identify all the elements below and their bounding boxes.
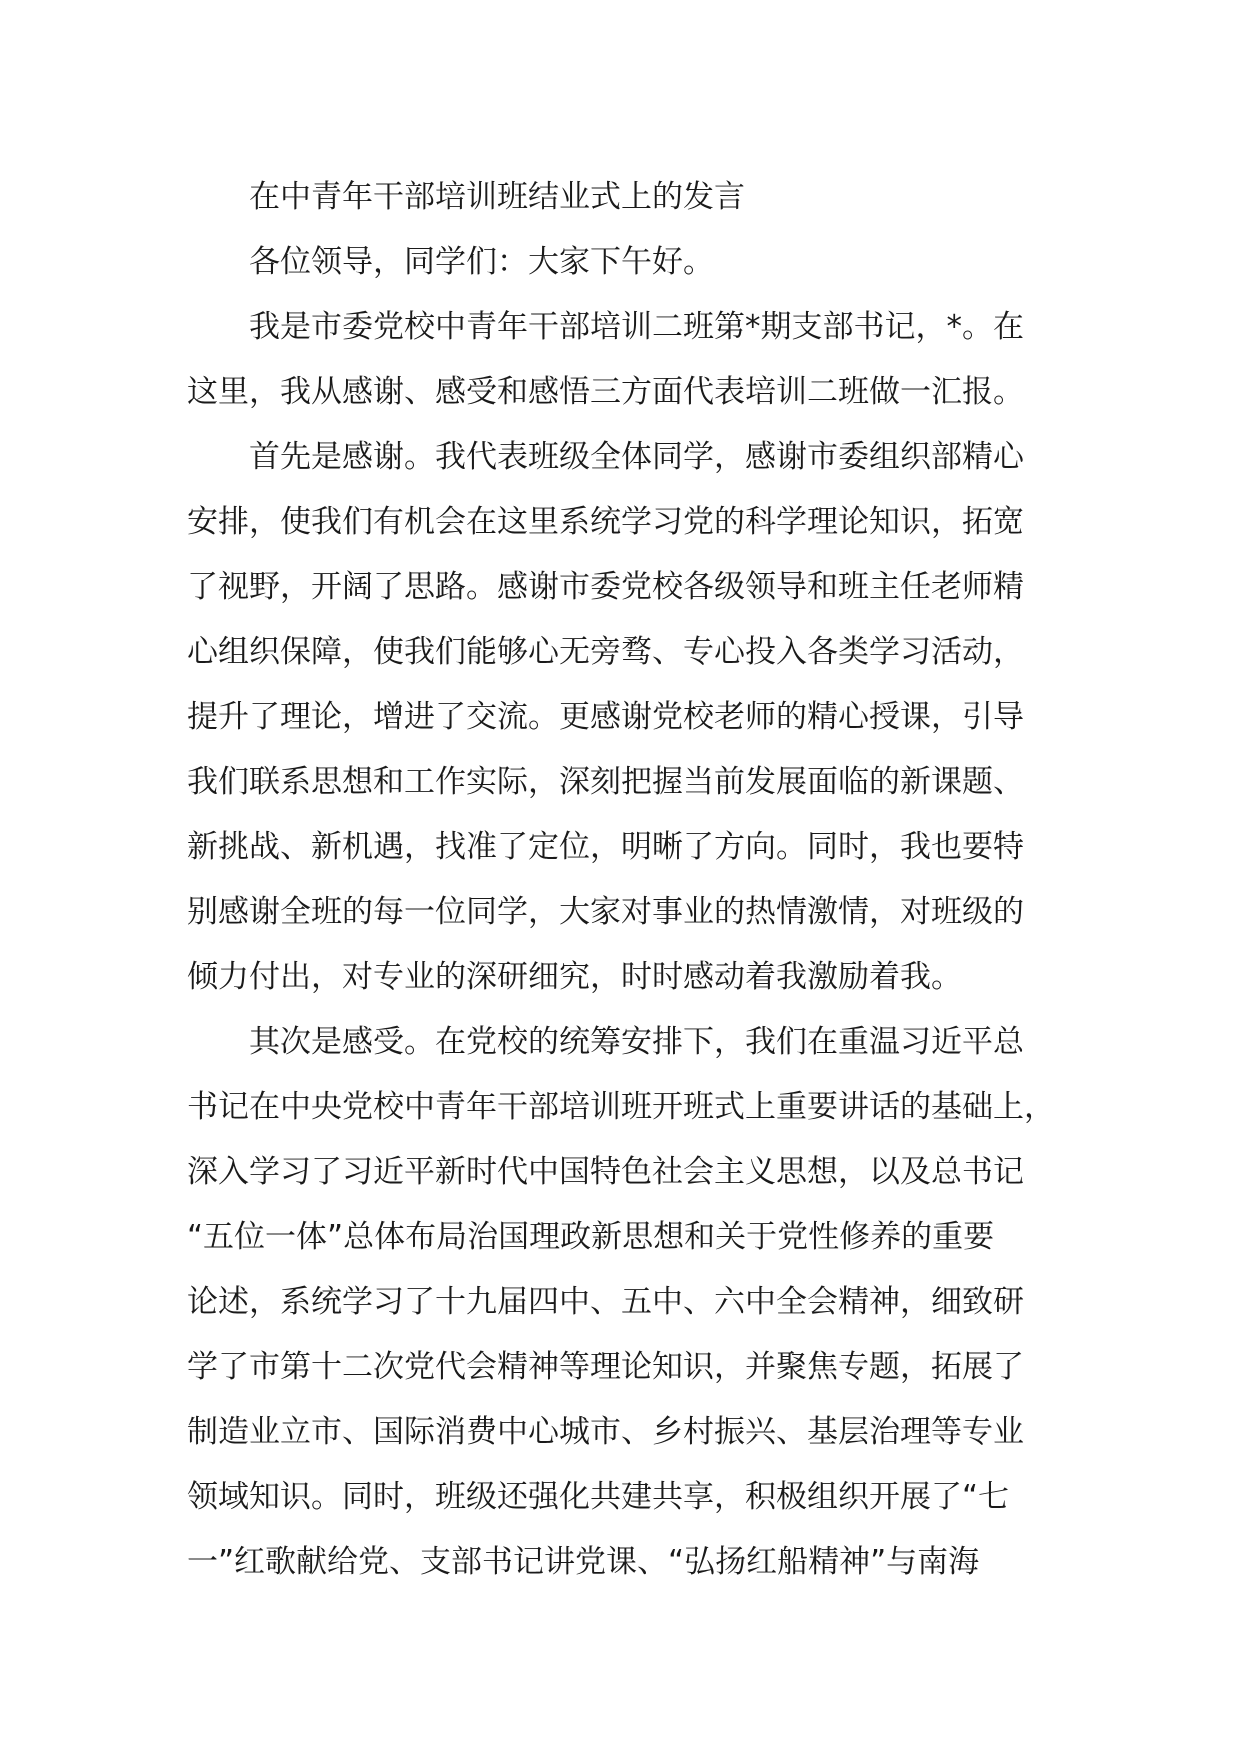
text-line: 倾力付出，对专业的深研细究，时时感动着我激励着我。 — [187, 959, 962, 995]
text-line: 了视野，开阔了思路。感谢市委党校各级领导和班主任老师精 — [187, 569, 1024, 605]
text-line: 领域知识。同时，班级还强化共建共享，积极组织开展了“七 — [187, 1479, 1010, 1515]
text-line: 我是市委党校中青年干部培训二班第*期支部书记，*。在 — [249, 309, 1024, 345]
text-line: 我们联系思想和工作实际，深刻把握当前发展面临的新课题、 — [187, 764, 1024, 800]
text-line: “五位一体”总体布局治国理政新思想和关于党性修养的重要 — [187, 1219, 995, 1255]
text-line: 首先是感谢。我代表班级全体同学，感谢市委组织部精心 — [249, 439, 1024, 475]
text-line: 其次是感受。在党校的统筹安排下，我们在重温习近平总 — [249, 1024, 1024, 1060]
text-line: 一”红歌献给党、支部书记讲党课、“弘扬红船精神”与南海 — [187, 1544, 980, 1580]
text-line: 学了市第十二次党代会精神等理论知识，并聚焦专题，拓展了 — [187, 1349, 1024, 1385]
text-line: 提升了理论，增进了交流。更感谢党校老师的精心授课，引导 — [187, 699, 1024, 735]
speech-title: 在中青年干部培训班结业式上的发言 — [249, 179, 745, 215]
text-line: 这里，我从感谢、感受和感悟三方面代表培训二班做一汇报。 — [187, 374, 1024, 410]
text-line: 心组织保障，使我们能够心无旁骛、专心投入各类学习活动， — [187, 634, 1024, 670]
text-line: 深入学习了习近平新时代中国特色社会主义思想，以及总书记 — [187, 1154, 1024, 1190]
speech-text — [187, 165, 1107, 1595]
text-line: 书记在中央党校中青年干部培训班开班式上重要讲话的基础上， — [187, 1089, 1055, 1125]
text-line: 别感谢全班的每一位同学，大家对事业的热情激情，对班级的 — [187, 894, 1024, 930]
text-line: 各位领导，同学们：大家下午好。 — [249, 244, 714, 280]
text-line: 安排，使我们有机会在这里系统学习党的科学理论知识，拓宽 — [187, 504, 1024, 540]
text-line: 新挑战、新机遇，找准了定位，明晰了方向。同时，我也要特 — [187, 829, 1024, 865]
text-line: 制造业立市、国际消费中心城市、乡村振兴、基层治理等专业 — [187, 1414, 1024, 1450]
text-line: 论述，系统学习了十九届四中、五中、六中全会精神，细致研 — [187, 1284, 1024, 1320]
